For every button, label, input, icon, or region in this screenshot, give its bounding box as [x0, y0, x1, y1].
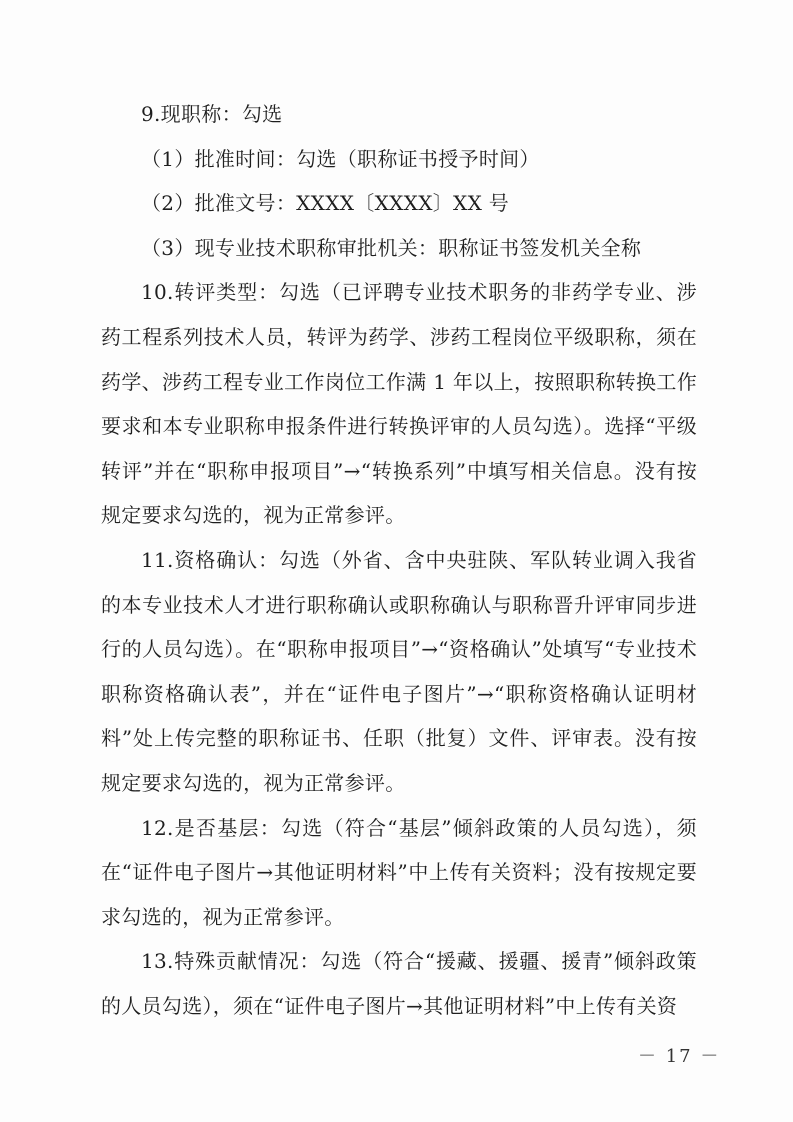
paragraph-qualification-confirmation: 11.资格确认：勾选（外省、含中央驻陕、军队转业调入我省的本专业技术人才进行职称确认或职称确认与职称晋升评审同步进行的人员勾选）。在“职称申报项目”→“资格确认”处填写“专业技术职称资格确认表”，并在“证件电子图片”→“职称资格确认证明材料”处上传完整的职称证书、任职（批复）文件、评审表。没有按规定要求勾选的，视为正常参评。 [101, 547, 697, 795]
paragraph-approval-time: （1）批准时间：勾选（职称证书授予时间） [141, 146, 540, 171]
paragraph-grassroots: 12.是否基层：勾选（符合“基层”倾斜政策的人员勾选），须在“证件电子图片→其他证明材料”中上传有关资料；没有按规定要求勾选的，视为正常参评。 [101, 815, 697, 929]
page-number: － 17 － [638, 1046, 721, 1067]
paragraph-approval-authority: （3）现专业技术职称审批机关：职称证书签发机关全称 [141, 235, 642, 260]
document-body [101, 92, 697, 1028]
paragraph-approval-number: （2）批准文号：XXXX〔XXXX〕XX 号 [141, 191, 510, 216]
paragraph-special-contribution: 13.特殊贡献情况：勾选（符合“援藏、援疆、援青”倾斜政策的人员勾选），须在“证件电子图片→其他证明材料”中上传有关资 [101, 949, 697, 1018]
paragraph-transfer-type: 10.转评类型：勾选（已评聘专业技术职务的非药学专业、涉药工程系列技术人员，转评为药学、涉药工程岗位平级职称，须在药学、涉药工程专业工作岗位工作满 1 年以上，按照职称转换工作要求和本专业职称申报条件进行转换评审的人员勾选）。选择“平级转评”并在“职称申报项目”→“转换系列”中填写相关信息。没有按规定要求勾选的，视为正常参评。 [101, 280, 697, 528]
paragraph-current-title: 9.现职称：勾选 [141, 102, 283, 126]
